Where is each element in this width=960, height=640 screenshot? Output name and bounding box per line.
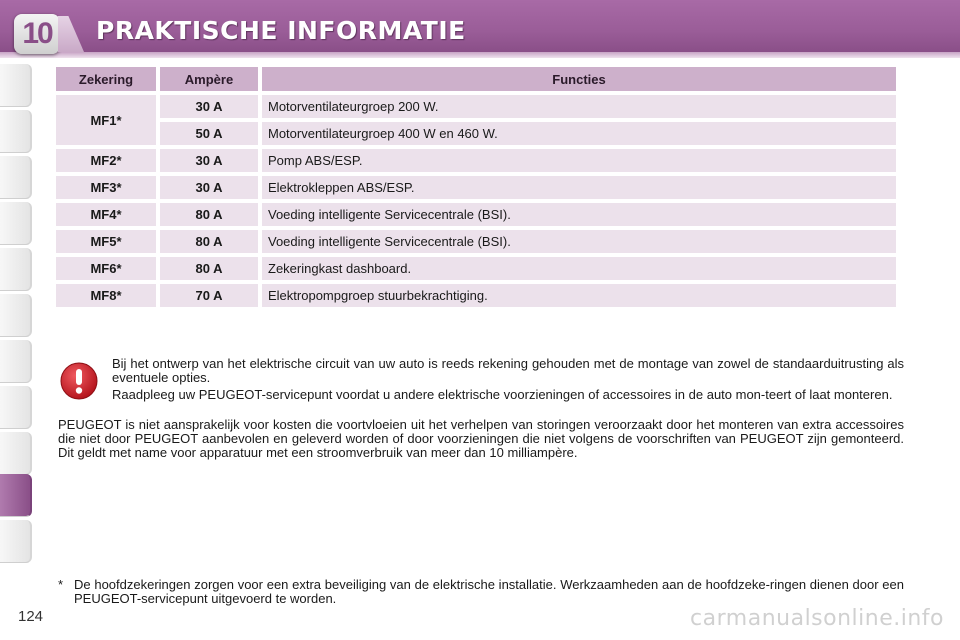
col-header-functions: Functies bbox=[262, 67, 896, 91]
fuse-cell: MF3* bbox=[56, 176, 156, 199]
side-tab-6[interactable] bbox=[0, 294, 32, 337]
table-row bbox=[56, 257, 896, 280]
side-tab-8[interactable] bbox=[0, 386, 32, 429]
fuse-cell: MF6* bbox=[56, 257, 156, 280]
amp-cell: 30 A bbox=[160, 149, 258, 172]
table-row bbox=[56, 176, 896, 199]
amp-cell: 30 A bbox=[160, 95, 258, 118]
col-header-fuse: Zekering bbox=[56, 67, 156, 91]
footnote-text: De hoofdzekeringen zorgen voor een extra beveiliging van de elektrische installatie. Werkzaamheden aan de hoofdzeke-ringen dienen door een PEUGEOT-servicepunt uitgevoerd te worden. bbox=[74, 577, 904, 606]
function-cell: Voeding intelligente Servicecentrale (BSI). bbox=[262, 230, 896, 253]
footnote bbox=[58, 578, 904, 606]
function-cell: Elektrokleppen ABS/ESP. bbox=[262, 176, 896, 199]
fuse-cell: MF8* bbox=[56, 284, 156, 307]
table-header-row bbox=[56, 67, 896, 91]
amp-cell: 80 A bbox=[160, 203, 258, 226]
amp-cell: 30 A bbox=[160, 176, 258, 199]
fuse-cell: MF1* bbox=[56, 95, 156, 145]
function-cell: Motorventilateurgroep 200 W. bbox=[262, 95, 896, 118]
side-tab-9[interactable] bbox=[0, 432, 32, 475]
side-tab-5[interactable] bbox=[0, 248, 32, 291]
table-row bbox=[56, 203, 896, 226]
footnote-mark: * bbox=[58, 577, 64, 592]
side-tab-4[interactable] bbox=[0, 202, 32, 245]
chapter-side-tabs bbox=[0, 64, 34, 574]
exclamation-warning-icon bbox=[60, 362, 98, 400]
function-cell: Pomp ABS/ESP. bbox=[262, 149, 896, 172]
col-header-amp: Ampère bbox=[160, 67, 258, 91]
warning-paragraph-2: Raadpleeg uw PEUGEOT-servicepunt voordat u andere elektrische voorzieningen of accessoires in de auto mon-teert of laat monteren. bbox=[112, 387, 893, 402]
amp-cell: 80 A bbox=[160, 257, 258, 280]
amp-cell: 80 A bbox=[160, 230, 258, 253]
fuse-table bbox=[52, 63, 900, 311]
side-tab-1[interactable] bbox=[0, 64, 32, 107]
side-tab-2[interactable] bbox=[0, 110, 32, 153]
table-row bbox=[56, 149, 896, 172]
watermark: carmanualsonline.info bbox=[690, 606, 944, 631]
fuse-cell: MF2* bbox=[56, 149, 156, 172]
side-tab-7[interactable] bbox=[0, 340, 32, 383]
function-cell: Elektropompgroep stuurbekrachtiging. bbox=[262, 284, 896, 307]
warning-paragraph-1: Bij het ontwerp van het elektrische circuit van uw auto is reeds rekening gehouden met de montage van zowel de standaarduitrusting als eventuele opties. bbox=[112, 356, 904, 385]
amp-cell: 70 A bbox=[160, 284, 258, 307]
table-row bbox=[56, 230, 896, 253]
page-number: 124 bbox=[18, 608, 44, 625]
function-cell: Zekeringkast dashboard. bbox=[262, 257, 896, 280]
table-row bbox=[56, 95, 896, 118]
liability-paragraph: PEUGEOT is niet aansprakelijk voor kosten die voortvloeien uit het verhelpen van storingen veroorzaakt door het monteren van extra accessoires die niet door PEUGEOT aanbevolen en geleverd worden of door voorzieningen die niet volgens de voorschriften van PEUGEOT zijn gemonteerd. Dit geldt met name voor apparatuur met een stroomverbruik van meer dan 10 milliampère. bbox=[58, 417, 904, 460]
fuse-cell: MF5* bbox=[56, 230, 156, 253]
chapter-badge: 10 bbox=[14, 14, 60, 54]
side-tab-3[interactable] bbox=[0, 156, 32, 199]
table-row bbox=[56, 122, 896, 145]
page-title: PRAKTISCHE INFORMATIE bbox=[96, 16, 466, 45]
side-tab-11[interactable] bbox=[0, 520, 32, 563]
function-cell: Motorventilateurgroep 400 W en 460 W. bbox=[262, 122, 896, 145]
function-cell: Voeding intelligente Servicecentrale (BSI). bbox=[262, 203, 896, 226]
side-tab-10-active[interactable] bbox=[0, 474, 32, 517]
warning-note bbox=[112, 357, 904, 405]
amp-cell: 50 A bbox=[160, 122, 258, 145]
header-strip bbox=[0, 52, 960, 58]
table-row bbox=[56, 284, 896, 307]
fuse-cell: MF4* bbox=[56, 203, 156, 226]
